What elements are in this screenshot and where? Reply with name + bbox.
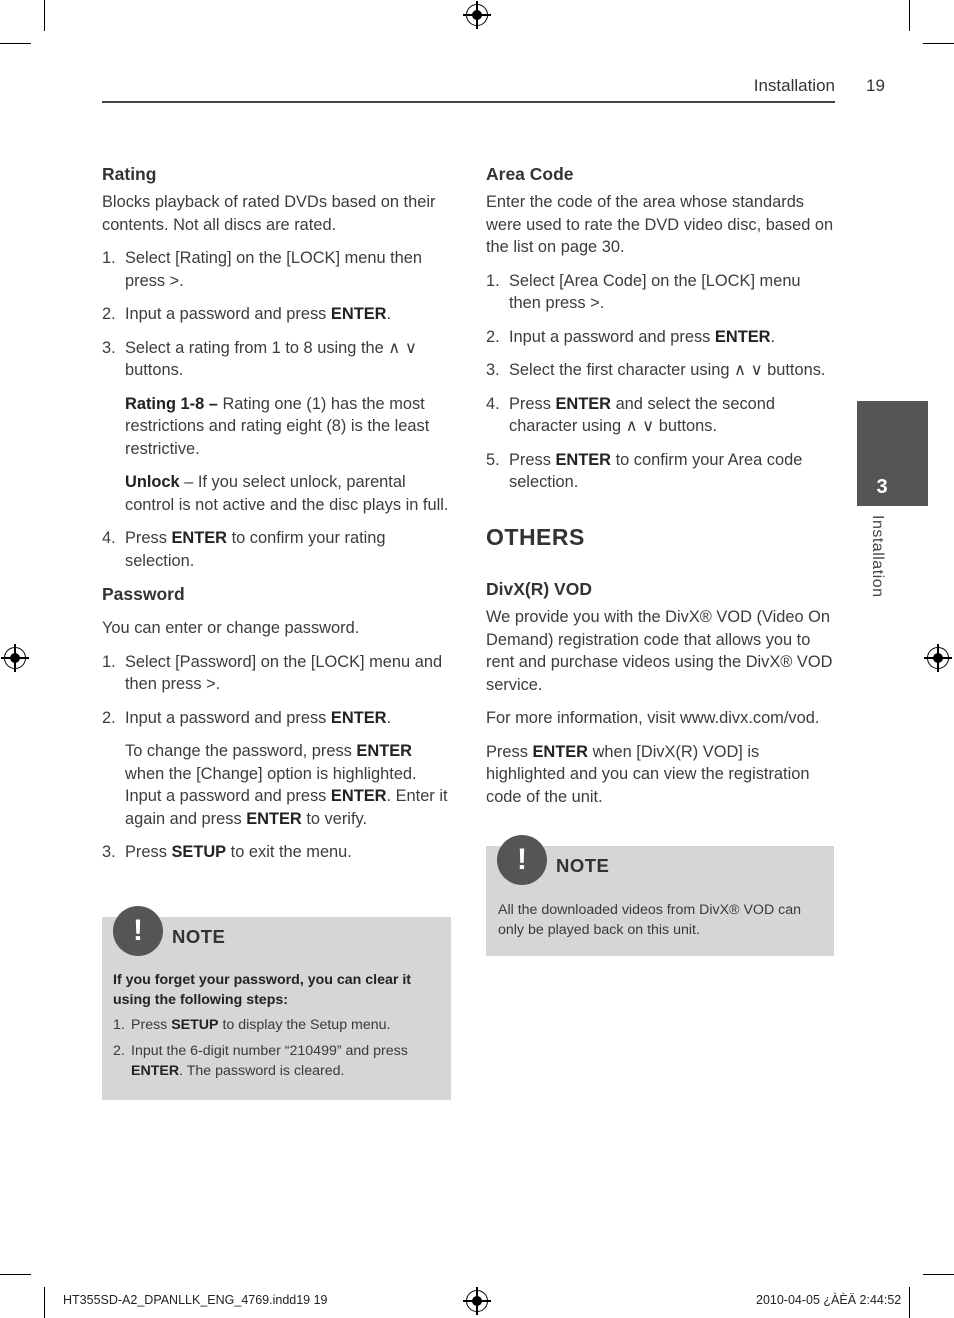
list-item: 5. Press ENTER to confirm your Area code selection. — [486, 450, 803, 491]
list-item: 1. Select [Area Code] on the [LOCK] menu then press >. — [486, 271, 801, 312]
crop-mark — [923, 1274, 954, 1275]
divx-paragraph: Press ENTER when [DivX(R) VOD] is highlighted and you can view the registration code of the unit. — [486, 742, 810, 806]
list-item: 1. Select [Password] on the [LOCK] menu and then press >. — [102, 652, 443, 693]
note-title: NOTE — [556, 855, 610, 876]
left-column — [102, 163, 450, 864]
chapter-label: Installation — [869, 515, 886, 598]
note-item: 2. Input the 6-digit number “210499” and press ENTER. The password is cleared. — [113, 1043, 408, 1079]
list-item: 4. Press ENTER and select the second character using ∧ ∨ buttons. — [486, 394, 776, 435]
list-item: 3. Press SETUP to exit the menu. — [102, 843, 352, 861]
list-item: 2. Input a password and press ENTER. — [102, 305, 392, 323]
list-item: 4. Press ENTER to confirm your rating selection. — [102, 529, 386, 570]
registration-mark-icon — [4, 647, 26, 669]
note-lead: If you forget your password, you can clear it using the following steps: — [113, 972, 411, 1008]
divx-heading: DivX(R) VOD — [486, 579, 592, 599]
registration-mark-icon — [466, 1290, 488, 1312]
footer-timestamp: 2010-04-05 ¿ÀÈÄ 2:44:52 — [756, 1293, 902, 1307]
crop-mark — [44, 0, 45, 31]
note-body — [113, 970, 443, 1081]
note-title: NOTE — [172, 926, 226, 947]
rating-heading: Rating — [102, 164, 157, 184]
divx-paragraph: We provide you with the DivX® VOD (Video On Demand) registration code that allows you to rent and purchase videos using the DivX® VOD service. — [486, 608, 833, 694]
rating-option-desc: Rating 1-8 – Rating one (1) has the most restrictions and rating eight (8) is the least restrictive. — [125, 394, 430, 458]
unlock-option-desc: Unlock – If you select unlock, parental control is not active and the disc plays in full. — [125, 473, 449, 514]
registration-mark-icon — [466, 4, 488, 26]
others-heading: OTHERS — [486, 523, 585, 550]
footer-file-info: HT355SD-A2_DPANLLK_ENG_4769.indd19 19 — [63, 1293, 328, 1307]
crop-mark — [923, 43, 954, 44]
note-item: 1. Press SETUP to display the Setup menu. — [113, 1017, 391, 1033]
list-item: 2. Input a password and press ENTER. — [486, 327, 776, 346]
list-item: 1. Select [Rating] on the [LOCK] menu then press >. — [102, 249, 423, 290]
registration-mark-icon — [927, 647, 949, 669]
area-code-heading: Area Code — [486, 164, 574, 184]
crop-mark — [909, 0, 910, 31]
list-item: 3. Select the first character using ∧ ∨ buttons. — [486, 361, 826, 379]
divx-paragraph: For more information, visit www.divx.com/vod. — [486, 709, 820, 727]
password-heading: Password — [102, 584, 185, 604]
exclamation-icon: ! — [113, 906, 163, 956]
crop-mark — [44, 1287, 45, 1318]
list-item: 3. Select a rating from 1 to 8 using the ∧ ∨ buttons. — [102, 338, 417, 379]
password-intro: You can enter or change password. — [102, 619, 360, 637]
change-password-desc: To change the password, press ENTER when the [Change] option is highlighted. Input a password and press ENTER. Enter it again and press ENTER to verify. — [125, 742, 448, 828]
page-number: 19 — [866, 76, 885, 95]
crop-mark — [909, 1287, 910, 1318]
crop-mark — [0, 43, 31, 44]
exclamation-icon: ! — [497, 835, 547, 885]
header-title: Installation — [753, 76, 835, 95]
rating-intro: Blocks playback of rated DVDs based on their contents. Not all discs are rated. — [102, 193, 436, 234]
crop-mark — [0, 1274, 31, 1275]
note-body: All the downloaded videos from DivX® VOD can only be played back on this unit. — [498, 902, 802, 938]
area-code-intro: Enter the code of the area whose standards were used to rate the DVD video disc, based on the list on page 30. — [486, 193, 834, 256]
header-rule — [102, 101, 835, 103]
list-item: 2. Input a password and press ENTER. — [102, 708, 392, 727]
chapter-number: 3 — [876, 476, 888, 498]
right-column — [486, 163, 836, 808]
